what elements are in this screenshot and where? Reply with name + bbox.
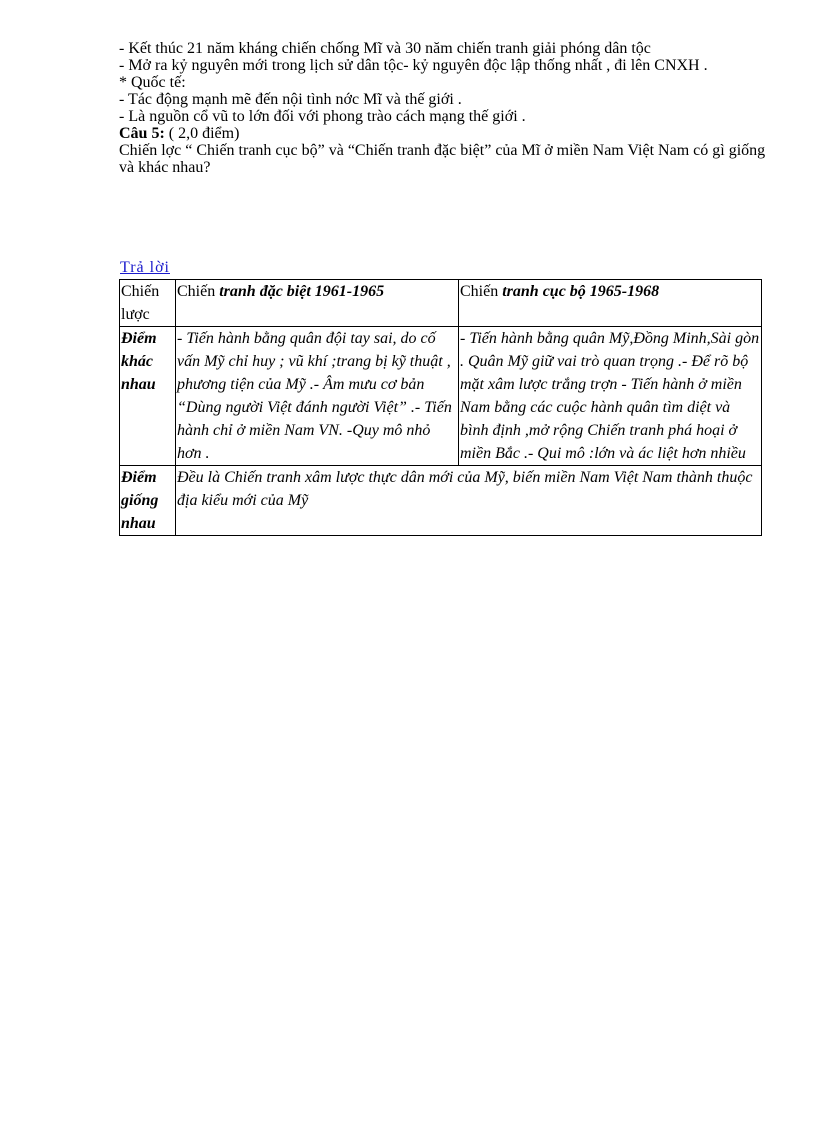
cell-special-war-differences: - Tiến hành bằng quân đội tay sai, do cố vấn Mỹ chỉ huy ; vũ khí ;trang bị kỹ thuật , phương tiện của Mỹ .- Âm mưu cơ bản “Dùng người Việt đánh người Việt” .- Tiến hành chỉ ở miền Nam VN. -Quy mô nhỏ hơn . (176, 327, 459, 466)
header-strategy: Chiến lược (120, 280, 176, 327)
question-label: Câu 5: (119, 125, 165, 142)
international-heading: * Quốc tế: (119, 74, 186, 91)
row-label-similarities: Điểm giống nhau (120, 466, 176, 536)
answer-label: Trả lời (120, 259, 170, 276)
table-row-similarities (120, 466, 762, 536)
international-line-2: - Là nguồn cổ vũ to lớn đối với phong trào cách mạng thế giới . (119, 108, 526, 125)
question-points: ( 2,0 điểm) (164, 125, 240, 142)
comparison-table (119, 279, 762, 536)
cell-local-war-differences: - Tiến hành bằng quân Mỹ,Đồng Minh,Sài gòn . Quân Mỹ giữ vai trò quan trọng .- Để rõ bộ mặt xâm lược trắng trợn - Tiến hành ở miền Nam bằng các cuộc hành quân tìm diệt và bình định ,mở rộng Chiến tranh phá hoại ở miền Bắc .- Qui mô :lớn và ác liệt hơn nhiều (459, 327, 762, 466)
header-special-war: Chiến tranh đặc biệt 1961-1965 (176, 280, 459, 327)
question-heading (119, 125, 781, 142)
row-label-differences: Điểm khác nhau (120, 327, 176, 466)
table-header-row (120, 280, 762, 327)
question-text: Chiến lợc “ Chiến tranh cục bộ” và “Chiến tranh đặc biệt” của Mĩ ở miền Nam Việt Nam có gì giống và khác nhau? (119, 142, 766, 176)
international-line-1: - Tác động mạnh mẽ đến nội tình nớc Mĩ và thế giới . (119, 91, 462, 108)
table-row-differences (120, 327, 762, 466)
cell-similarities: Đều là Chiến tranh xâm lược thực dân mới của Mỹ, biến miền Nam Việt Nam thành thuộc địa kiểu mới của Mỹ (176, 466, 762, 536)
document-body (119, 40, 781, 176)
conclusion-line-1: - Kết thúc 21 năm kháng chiến chống Mĩ và 30 năm chiến tranh giải phóng dân tộc (119, 40, 651, 57)
header-local-war: Chiến tranh cục bộ 1965-1968 (459, 280, 762, 327)
conclusion-line-2: - Mở ra kỷ nguyên mới trong lịch sử dân tộc- kỷ nguyên độc lập thống nhất , đi lên CNXH . (119, 57, 708, 74)
